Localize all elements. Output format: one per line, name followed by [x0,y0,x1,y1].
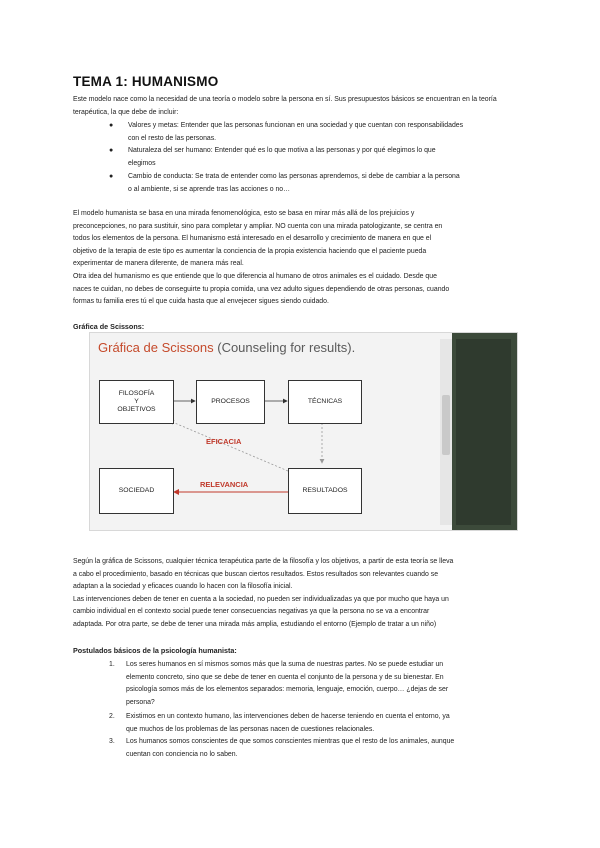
box-label: PROCESOS [211,398,250,405]
text-line: que muchos de los problemas de las personas nacen de cuestiones relacionales. [126,725,375,733]
intro-text: Este modelo nace como la necesidad de una teoría o modelo sobre la persona en sí. Sus presupuestos básicos se encuentran en la teoría terapéutica, la que debe de incluir: [73,96,497,116]
item-number: 2. [109,713,115,720]
text-line: Los humanos somos conscientes de que somos conscientes mientras que el resto de los animales, aunque [126,738,455,745]
bullet-icon: ● [109,173,114,180]
figure-dark-panel [456,339,511,525]
box-resultados [288,468,362,514]
text-line: Las intervenciones deben de tener en cuenta a la sociedad, no pueden ser individualizadas ya que por mucho que haya un [73,595,449,603]
bullet-line: Naturaleza del ser humano: Entender qué es lo que motiva a las personas y por qué elegimos lo que [128,147,436,154]
scissons-figure [89,332,518,531]
box-label: RESULTADOS [302,487,348,494]
bullet-line: o al ambiente, si se aprende tras las acciones o no… [128,185,291,193]
figure-scrollbar-thumb [442,395,450,455]
arrow-eficacia [170,421,288,471]
text-line: psicología somos más de los elementos separados: memoria, lenguaje, emoción, cuerpo… ¿dejas de ser [126,686,449,694]
bullet-item-cambio [109,171,523,196]
text-line: Otra idea del humanismo es que entiende que lo que diferencia al humano de otros animales es el cuidado. Desde que [73,272,437,280]
text-line: cuentan con conciencia no lo saben. [126,750,238,758]
text-line: persona? [126,698,155,706]
postulado-item-2 [109,711,524,736]
text-line: preconcepciones, no para sustituir, sino para completar y ampliar. NO cuenta con una mirada patologizante, se centra en [73,222,443,230]
text-line: experimentar de manera diferente, de manera más real. [73,260,244,268]
box-filosofia [99,380,174,424]
label-eficacia: EFICACIA [206,437,242,446]
bullet-line: elegimos [128,159,156,167]
box-label: SOCIEDAD [118,487,155,494]
bullet-line: con el resto de las personas. [128,134,217,142]
item-number: 1. [109,661,115,668]
text-line: objetivo de la terapia de este tipo es aumentar la conciencia de la propia existencia haciendo que el paciente pueda [73,247,427,255]
box-label: FILOSOFÍA [118,390,155,397]
box-procesos [196,380,265,424]
box-label: TÉCNICAS [307,398,343,405]
box-label: Y [134,398,139,405]
text-line: adaptada. Por otra parte, se debe de tener una mirada más amplia, estudiando el entorno (Ejemplo de tratar a un niño) [73,620,437,628]
box-sociedad [99,468,174,514]
text-line: elemento concreto, sino que se debe de tener en cuenta el conjunto de la persona y de su bienestar. En [126,673,444,681]
text-line: naces te cuidan, no debes de conseguirte tu propia comida, una vez adulto sigues dependiendo de otras personas, cuando [73,285,450,293]
text-line: formas tu familia eres tú el que cuida hasta que al envejecer sigues siendo cuidado. [73,298,329,306]
page-title: TEMA 1: HUMANISMO [73,74,219,89]
figure-title-subtitle: (Counseling for results). [217,340,356,355]
bullet-icon: ● [109,147,114,154]
text-line: todos los elementos de la persona. El humanismo está interesado en el desarrollo y crecimiento de manera en que el [73,235,432,243]
bullet-item-valores [109,120,523,145]
text-line: Existimos en un contexto humano, las intervenciones deben de hacerse teniendo en cuenta el entorno, ya [126,713,450,720]
postulado-item-1 [109,659,524,709]
bullet-icon: ● [109,122,114,129]
text-line: a cabo el procedimiento, basado en técnicas que buscan ciertos resultados. Estos resultados son relevantes cuando se [73,570,439,578]
postulados-heading: Postulados básicos de la psicología humanista: [73,646,237,655]
bullet-item-naturaleza [109,145,523,170]
paragraph-humanista [73,208,525,309]
text-line: adaptan a la sociedad y eficaces cuando lo hacen con la filosofía inicial. [73,583,293,591]
text-line: El modelo humanista se basa en una mirada fenomenológica, esto se basa en mirar más allá de los prejuicios y [73,210,415,217]
bullet-line: Valores y metas: Entender que las personas funcionan en una sociedad y que cuentan con responsabilidades [128,122,464,129]
item-number: 3. [109,738,115,745]
box-tecnicas [288,380,362,424]
text-line: Según la gráfica de Scissons, cualquier técnica terapéutica parte de la filosofía y los objetivos, a partir de esta teoría se lleva [73,558,454,565]
postulado-item-3 [109,736,524,761]
box-label: OBJETIVOS [117,406,156,413]
label-relevancia: RELEVANCIA [200,480,249,489]
intro-paragraph [73,94,525,119]
figure-title-main: Gráfica de Scissons [98,340,214,355]
text-line: cambio individual en el contexto social puede tener consecuencias negativas ya que la persona no se va a encontrar [73,608,430,616]
text-line: Los seres humanos en sí mismos somos más que la suma de nuestras partes. No se puede estudiar un [126,661,444,668]
figure-heading: Gráfica de Scissons: [73,322,145,331]
bullet-line: Cambio de conducta: Se trata de entender como las personas aprendemos, si debe de cambiar a la persona [128,173,460,180]
paragraph-scissons [73,556,525,632]
